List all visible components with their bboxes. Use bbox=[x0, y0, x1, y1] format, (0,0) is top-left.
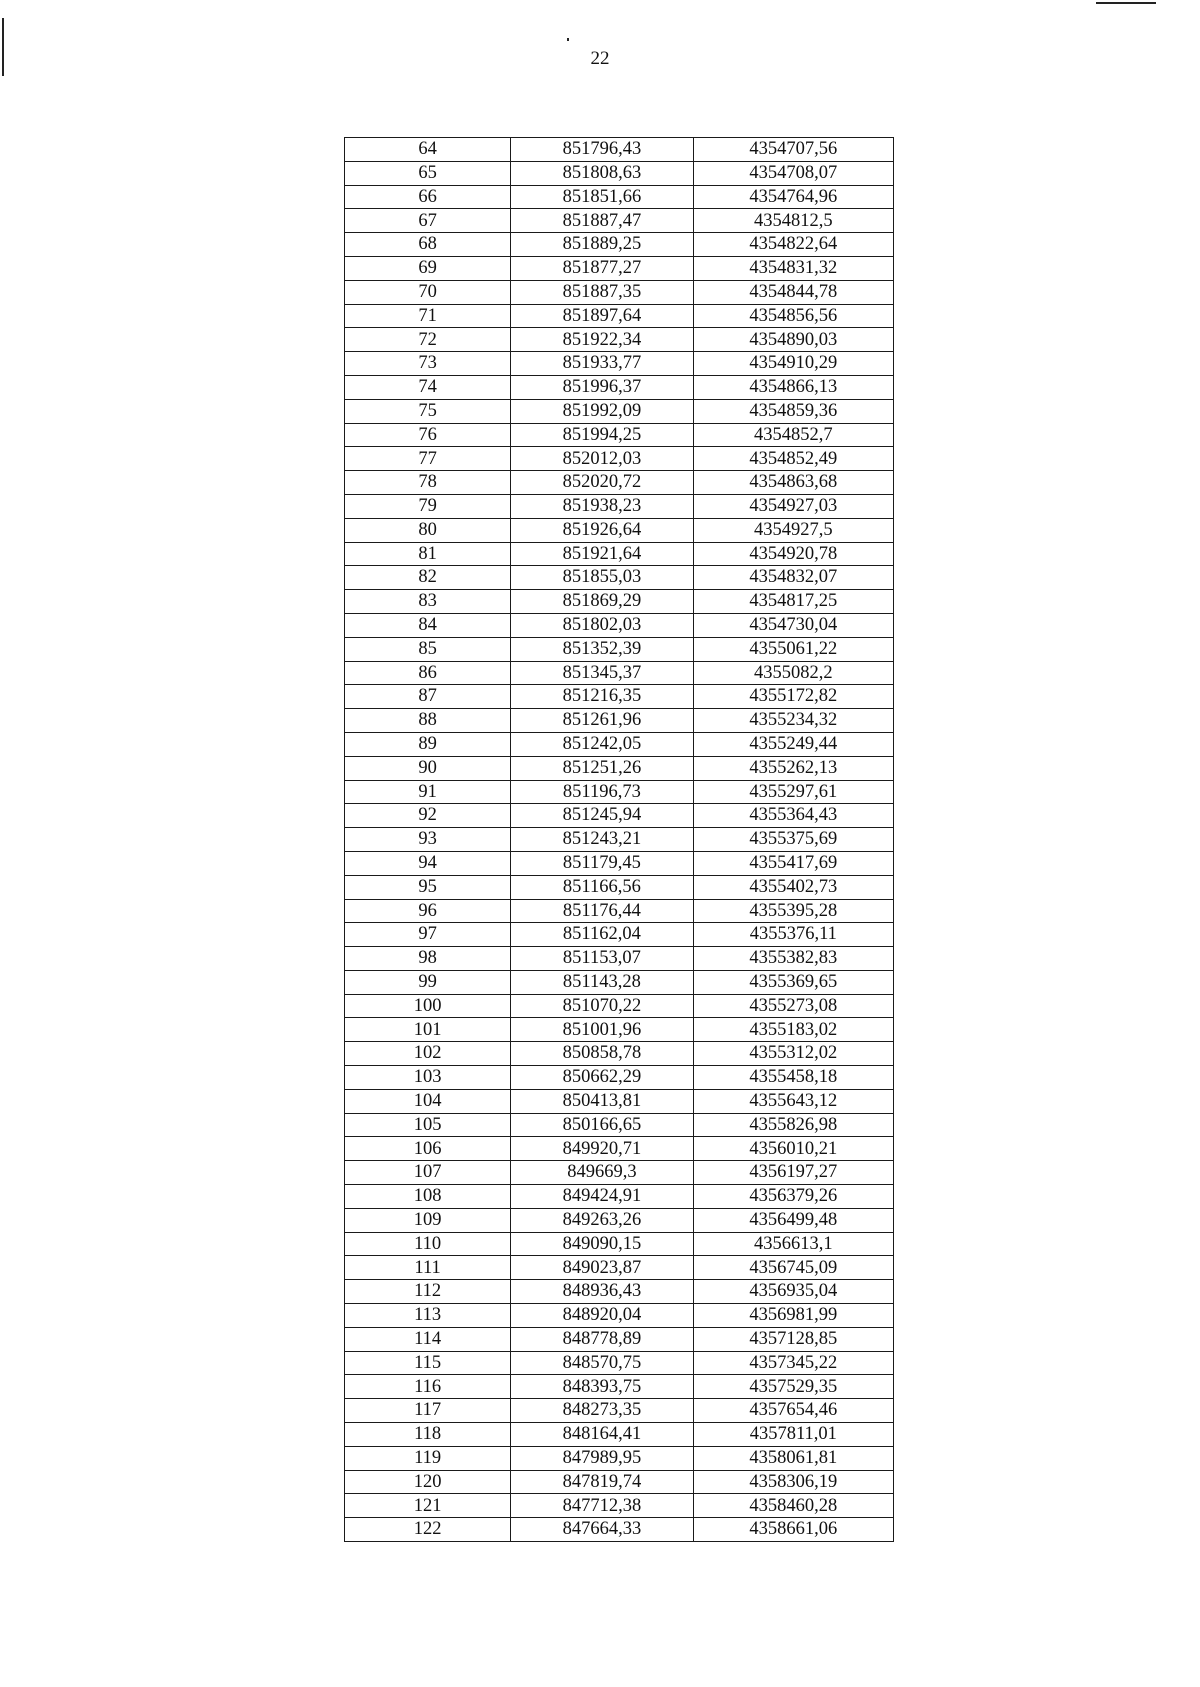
y-coordinate-cell: 4354920,78 bbox=[693, 542, 893, 566]
point-number-cell: 84 bbox=[345, 613, 511, 637]
scan-edge-mark-top-right bbox=[1096, 2, 1156, 4]
table-row bbox=[345, 661, 894, 685]
y-coordinate-cell: 4356197,27 bbox=[693, 1161, 893, 1185]
table-row bbox=[345, 1208, 894, 1232]
x-coordinate-cell: 851889,25 bbox=[511, 233, 693, 257]
x-coordinate-cell: 850166,65 bbox=[511, 1113, 693, 1137]
x-coordinate-cell: 851352,39 bbox=[511, 637, 693, 661]
y-coordinate-cell: 4354822,64 bbox=[693, 233, 893, 257]
x-coordinate-cell: 851851,66 bbox=[511, 185, 693, 209]
y-coordinate-cell: 4357654,46 bbox=[693, 1399, 893, 1423]
x-coordinate-cell: 847664,33 bbox=[511, 1518, 693, 1542]
table-row bbox=[345, 1351, 894, 1375]
x-coordinate-cell: 851261,96 bbox=[511, 709, 693, 733]
point-number-cell: 109 bbox=[345, 1208, 511, 1232]
y-coordinate-cell: 4355061,22 bbox=[693, 637, 893, 661]
point-number-cell: 71 bbox=[345, 304, 511, 328]
point-number-cell: 70 bbox=[345, 280, 511, 304]
x-coordinate-cell: 851887,47 bbox=[511, 209, 693, 233]
y-coordinate-cell: 4356010,21 bbox=[693, 1137, 893, 1161]
y-coordinate-cell: 4355249,44 bbox=[693, 732, 893, 756]
table-row bbox=[345, 899, 894, 923]
x-coordinate-cell: 851877,27 bbox=[511, 256, 693, 280]
table-row bbox=[345, 1304, 894, 1328]
scan-edge-mark-left bbox=[2, 18, 4, 76]
y-coordinate-cell: 4354863,68 bbox=[693, 471, 893, 495]
table-row bbox=[345, 756, 894, 780]
table-row bbox=[345, 994, 894, 1018]
x-coordinate-cell: 849263,26 bbox=[511, 1208, 693, 1232]
table-row bbox=[345, 138, 894, 162]
table-row bbox=[345, 209, 894, 233]
point-number-cell: 73 bbox=[345, 352, 511, 376]
y-coordinate-cell: 4355172,82 bbox=[693, 685, 893, 709]
table-row bbox=[345, 1137, 894, 1161]
x-coordinate-cell: 851242,05 bbox=[511, 732, 693, 756]
x-coordinate-cell: 851001,96 bbox=[511, 1018, 693, 1042]
table-row bbox=[345, 518, 894, 542]
x-coordinate-cell: 847989,95 bbox=[511, 1446, 693, 1470]
y-coordinate-cell: 4357128,85 bbox=[693, 1327, 893, 1351]
table-row bbox=[345, 447, 894, 471]
y-coordinate-cell: 4354764,96 bbox=[693, 185, 893, 209]
point-number-cell: 114 bbox=[345, 1327, 511, 1351]
table-row bbox=[345, 1518, 894, 1542]
x-coordinate-cell: 851887,35 bbox=[511, 280, 693, 304]
table-row bbox=[345, 1280, 894, 1304]
y-coordinate-cell: 4356935,04 bbox=[693, 1280, 893, 1304]
point-number-cell: 83 bbox=[345, 590, 511, 614]
x-coordinate-cell: 851796,43 bbox=[511, 138, 693, 162]
table-row bbox=[345, 233, 894, 257]
y-coordinate-cell: 4354707,56 bbox=[693, 138, 893, 162]
point-number-cell: 78 bbox=[345, 471, 511, 495]
table-row bbox=[345, 1327, 894, 1351]
table-row bbox=[345, 1089, 894, 1113]
point-number-cell: 75 bbox=[345, 399, 511, 423]
table-row bbox=[345, 1113, 894, 1137]
y-coordinate-cell: 4354866,13 bbox=[693, 375, 893, 399]
table-row bbox=[345, 494, 894, 518]
table-row bbox=[345, 970, 894, 994]
table-row bbox=[345, 185, 894, 209]
point-number-cell: 112 bbox=[345, 1280, 511, 1304]
table-row bbox=[345, 1446, 894, 1470]
y-coordinate-cell: 4358061,81 bbox=[693, 1446, 893, 1470]
y-coordinate-cell: 4355375,69 bbox=[693, 828, 893, 852]
x-coordinate-cell: 847712,38 bbox=[511, 1494, 693, 1518]
x-coordinate-cell: 851994,25 bbox=[511, 423, 693, 447]
y-coordinate-cell: 4355395,28 bbox=[693, 899, 893, 923]
x-coordinate-cell: 851179,45 bbox=[511, 851, 693, 875]
table-row bbox=[345, 1256, 894, 1280]
table-row bbox=[345, 804, 894, 828]
y-coordinate-cell: 4354927,5 bbox=[693, 518, 893, 542]
point-number-cell: 110 bbox=[345, 1232, 511, 1256]
point-number-cell: 79 bbox=[345, 494, 511, 518]
x-coordinate-cell: 852020,72 bbox=[511, 471, 693, 495]
y-coordinate-cell: 4357811,01 bbox=[693, 1423, 893, 1447]
x-coordinate-cell: 851345,37 bbox=[511, 661, 693, 685]
y-coordinate-cell: 4354708,07 bbox=[693, 161, 893, 185]
point-number-cell: 77 bbox=[345, 447, 511, 471]
x-coordinate-cell: 852012,03 bbox=[511, 447, 693, 471]
table-row bbox=[345, 685, 894, 709]
y-coordinate-cell: 4354730,04 bbox=[693, 613, 893, 637]
point-number-cell: 96 bbox=[345, 899, 511, 923]
y-coordinate-cell: 4356613,1 bbox=[693, 1232, 893, 1256]
table-row bbox=[345, 851, 894, 875]
y-coordinate-cell: 4354831,32 bbox=[693, 256, 893, 280]
x-coordinate-cell: 851196,73 bbox=[511, 780, 693, 804]
y-coordinate-cell: 4354812,5 bbox=[693, 209, 893, 233]
x-coordinate-cell: 851245,94 bbox=[511, 804, 693, 828]
point-number-cell: 91 bbox=[345, 780, 511, 804]
table-row bbox=[345, 828, 894, 852]
point-number-cell: 104 bbox=[345, 1089, 511, 1113]
point-number-cell: 94 bbox=[345, 851, 511, 875]
x-coordinate-cell: 851933,77 bbox=[511, 352, 693, 376]
point-number-cell: 95 bbox=[345, 875, 511, 899]
table-row bbox=[345, 780, 894, 804]
point-number-cell: 107 bbox=[345, 1161, 511, 1185]
x-coordinate-cell: 850858,78 bbox=[511, 1042, 693, 1066]
y-coordinate-cell: 4355262,13 bbox=[693, 756, 893, 780]
y-coordinate-cell: 4354852,7 bbox=[693, 423, 893, 447]
x-coordinate-cell: 848920,04 bbox=[511, 1304, 693, 1328]
x-coordinate-cell: 850413,81 bbox=[511, 1089, 693, 1113]
table-row bbox=[345, 328, 894, 352]
y-coordinate-cell: 4356745,09 bbox=[693, 1256, 893, 1280]
x-coordinate-cell: 851162,04 bbox=[511, 923, 693, 947]
table-row bbox=[345, 732, 894, 756]
table-row bbox=[345, 471, 894, 495]
x-coordinate-cell: 849090,15 bbox=[511, 1232, 693, 1256]
point-number-cell: 99 bbox=[345, 970, 511, 994]
x-coordinate-cell: 851926,64 bbox=[511, 518, 693, 542]
point-number-cell: 86 bbox=[345, 661, 511, 685]
y-coordinate-cell: 4355402,73 bbox=[693, 875, 893, 899]
x-coordinate-cell: 849023,87 bbox=[511, 1256, 693, 1280]
y-coordinate-cell: 4354856,56 bbox=[693, 304, 893, 328]
x-coordinate-cell: 851996,37 bbox=[511, 375, 693, 399]
point-number-cell: 92 bbox=[345, 804, 511, 828]
table-row bbox=[345, 1042, 894, 1066]
point-number-cell: 119 bbox=[345, 1446, 511, 1470]
x-coordinate-cell: 851992,09 bbox=[511, 399, 693, 423]
point-number-cell: 108 bbox=[345, 1185, 511, 1209]
y-coordinate-cell: 4355826,98 bbox=[693, 1113, 893, 1137]
y-coordinate-cell: 4355376,11 bbox=[693, 923, 893, 947]
y-coordinate-cell: 4355183,02 bbox=[693, 1018, 893, 1042]
y-coordinate-cell: 4355273,08 bbox=[693, 994, 893, 1018]
y-coordinate-cell: 4358460,28 bbox=[693, 1494, 893, 1518]
y-coordinate-cell: 4355297,61 bbox=[693, 780, 893, 804]
point-number-cell: 85 bbox=[345, 637, 511, 661]
table-row bbox=[345, 375, 894, 399]
x-coordinate-cell: 851176,44 bbox=[511, 899, 693, 923]
table-row bbox=[345, 875, 894, 899]
table-row bbox=[345, 161, 894, 185]
table-row bbox=[345, 637, 894, 661]
point-number-cell: 64 bbox=[345, 138, 511, 162]
y-coordinate-cell: 4355458,18 bbox=[693, 1066, 893, 1090]
point-number-cell: 80 bbox=[345, 518, 511, 542]
point-number-cell: 100 bbox=[345, 994, 511, 1018]
point-number-cell: 68 bbox=[345, 233, 511, 257]
x-coordinate-cell: 848393,75 bbox=[511, 1375, 693, 1399]
x-coordinate-cell: 851869,29 bbox=[511, 590, 693, 614]
x-coordinate-cell: 849424,91 bbox=[511, 1185, 693, 1209]
table-row bbox=[345, 947, 894, 971]
y-coordinate-cell: 4355382,83 bbox=[693, 947, 893, 971]
y-coordinate-cell: 4355234,32 bbox=[693, 709, 893, 733]
x-coordinate-cell: 851153,07 bbox=[511, 947, 693, 971]
point-number-cell: 74 bbox=[345, 375, 511, 399]
x-coordinate-cell: 847819,74 bbox=[511, 1470, 693, 1494]
y-coordinate-cell: 4354910,29 bbox=[693, 352, 893, 376]
table-row bbox=[345, 1423, 894, 1447]
point-number-cell: 76 bbox=[345, 423, 511, 447]
y-coordinate-cell: 4355369,65 bbox=[693, 970, 893, 994]
table-row bbox=[345, 352, 894, 376]
y-coordinate-cell: 4355082,2 bbox=[693, 661, 893, 685]
point-number-cell: 69 bbox=[345, 256, 511, 280]
point-number-cell: 98 bbox=[345, 947, 511, 971]
point-number-cell: 105 bbox=[345, 1113, 511, 1137]
y-coordinate-cell: 4356379,26 bbox=[693, 1185, 893, 1209]
x-coordinate-cell: 848570,75 bbox=[511, 1351, 693, 1375]
x-coordinate-cell: 849669,3 bbox=[511, 1161, 693, 1185]
y-coordinate-cell: 4354852,49 bbox=[693, 447, 893, 471]
table-row bbox=[345, 256, 894, 280]
table-row bbox=[345, 423, 894, 447]
point-number-cell: 103 bbox=[345, 1066, 511, 1090]
table-row bbox=[345, 923, 894, 947]
y-coordinate-cell: 4356499,48 bbox=[693, 1208, 893, 1232]
x-coordinate-cell: 851855,03 bbox=[511, 566, 693, 590]
x-coordinate-cell: 848273,35 bbox=[511, 1399, 693, 1423]
scan-dot bbox=[567, 38, 569, 41]
table-row bbox=[345, 709, 894, 733]
x-coordinate-cell: 849920,71 bbox=[511, 1137, 693, 1161]
x-coordinate-cell: 848778,89 bbox=[511, 1327, 693, 1351]
x-coordinate-cell: 851251,26 bbox=[511, 756, 693, 780]
x-coordinate-cell: 851897,64 bbox=[511, 304, 693, 328]
point-number-cell: 116 bbox=[345, 1375, 511, 1399]
point-number-cell: 101 bbox=[345, 1018, 511, 1042]
x-coordinate-cell: 851070,22 bbox=[511, 994, 693, 1018]
y-coordinate-cell: 4355364,43 bbox=[693, 804, 893, 828]
point-number-cell: 66 bbox=[345, 185, 511, 209]
x-coordinate-cell: 850662,29 bbox=[511, 1066, 693, 1090]
table-row bbox=[345, 1494, 894, 1518]
point-number-cell: 122 bbox=[345, 1518, 511, 1542]
table-row bbox=[345, 566, 894, 590]
point-number-cell: 88 bbox=[345, 709, 511, 733]
table-row bbox=[345, 304, 894, 328]
table-row bbox=[345, 1375, 894, 1399]
y-coordinate-cell: 4356981,99 bbox=[693, 1304, 893, 1328]
x-coordinate-cell: 851938,23 bbox=[511, 494, 693, 518]
point-number-cell: 81 bbox=[345, 542, 511, 566]
point-number-cell: 111 bbox=[345, 1256, 511, 1280]
x-coordinate-cell: 851216,35 bbox=[511, 685, 693, 709]
x-coordinate-cell: 851143,28 bbox=[511, 970, 693, 994]
point-number-cell: 115 bbox=[345, 1351, 511, 1375]
y-coordinate-cell: 4354844,78 bbox=[693, 280, 893, 304]
point-number-cell: 72 bbox=[345, 328, 511, 352]
point-number-cell: 89 bbox=[345, 732, 511, 756]
y-coordinate-cell: 4355312,02 bbox=[693, 1042, 893, 1066]
point-number-cell: 106 bbox=[345, 1137, 511, 1161]
point-number-cell: 87 bbox=[345, 685, 511, 709]
y-coordinate-cell: 4355417,69 bbox=[693, 851, 893, 875]
table-row bbox=[345, 1470, 894, 1494]
x-coordinate-cell: 851922,34 bbox=[511, 328, 693, 352]
point-number-cell: 90 bbox=[345, 756, 511, 780]
point-number-cell: 65 bbox=[345, 161, 511, 185]
y-coordinate-cell: 4354817,25 bbox=[693, 590, 893, 614]
y-coordinate-cell: 4354927,03 bbox=[693, 494, 893, 518]
point-number-cell: 82 bbox=[345, 566, 511, 590]
x-coordinate-cell: 851808,63 bbox=[511, 161, 693, 185]
y-coordinate-cell: 4357345,22 bbox=[693, 1351, 893, 1375]
x-coordinate-cell: 851921,64 bbox=[511, 542, 693, 566]
page-number: 22 bbox=[590, 48, 610, 69]
y-coordinate-cell: 4354832,07 bbox=[693, 566, 893, 590]
table-row bbox=[345, 399, 894, 423]
point-number-cell: 113 bbox=[345, 1304, 511, 1328]
point-number-cell: 118 bbox=[345, 1423, 511, 1447]
table-row bbox=[345, 1161, 894, 1185]
table-row bbox=[345, 280, 894, 304]
x-coordinate-cell: 851802,03 bbox=[511, 613, 693, 637]
y-coordinate-cell: 4354890,03 bbox=[693, 328, 893, 352]
point-number-cell: 97 bbox=[345, 923, 511, 947]
coordinates-table-body bbox=[345, 138, 894, 1542]
table-row bbox=[345, 1399, 894, 1423]
x-coordinate-cell: 848936,43 bbox=[511, 1280, 693, 1304]
table-row bbox=[345, 1232, 894, 1256]
point-number-cell: 67 bbox=[345, 209, 511, 233]
x-coordinate-cell: 851166,56 bbox=[511, 875, 693, 899]
point-number-cell: 117 bbox=[345, 1399, 511, 1423]
coordinates-table bbox=[344, 137, 894, 1542]
y-coordinate-cell: 4357529,35 bbox=[693, 1375, 893, 1399]
table-row bbox=[345, 613, 894, 637]
x-coordinate-cell: 851243,21 bbox=[511, 828, 693, 852]
point-number-cell: 102 bbox=[345, 1042, 511, 1066]
y-coordinate-cell: 4355643,12 bbox=[693, 1089, 893, 1113]
table-row bbox=[345, 542, 894, 566]
table-row bbox=[345, 1066, 894, 1090]
y-coordinate-cell: 4358661,06 bbox=[693, 1518, 893, 1542]
y-coordinate-cell: 4354859,36 bbox=[693, 399, 893, 423]
table-row bbox=[345, 1185, 894, 1209]
x-coordinate-cell: 848164,41 bbox=[511, 1423, 693, 1447]
point-number-cell: 121 bbox=[345, 1494, 511, 1518]
point-number-cell: 93 bbox=[345, 828, 511, 852]
y-coordinate-cell: 4358306,19 bbox=[693, 1470, 893, 1494]
table-row bbox=[345, 1018, 894, 1042]
table-row bbox=[345, 590, 894, 614]
point-number-cell: 120 bbox=[345, 1470, 511, 1494]
